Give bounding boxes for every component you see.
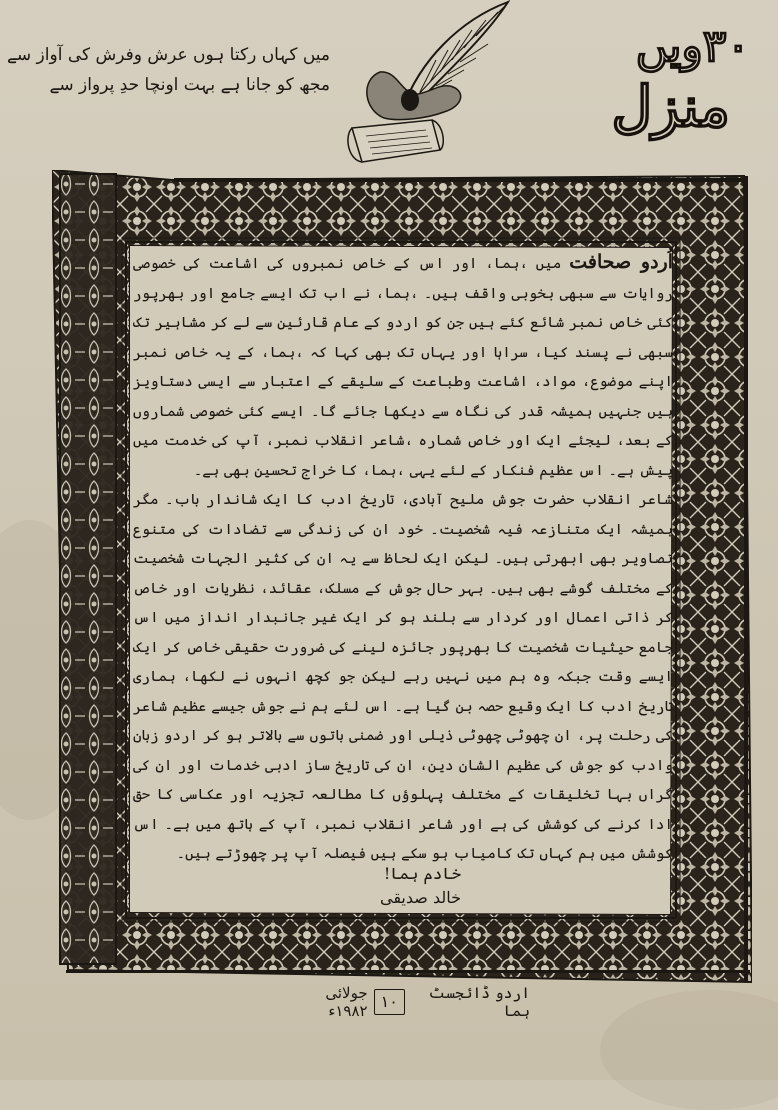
title-line-1: ۳۰ویں — [635, 21, 750, 72]
editorial-paragraph-1-text: میں ،ہما، اور اس کے خاص نمبروں کی اشاعت کی خصوصی روایات سے سبھی بخوبی واقف ہیں۔ ،ہما، نے اب تک ایسے جامع اور بھرپور کئی خاص نمبر شائع کئے ہیں جن کو اردو کے عام قارئین سے لے کر مشاہیر تک سبھی نے پسند کیا، سراہا اور یہاں تک بھی کہا کہ ،ہما، کے یہ خاص نمبر اپنے موضوع، مواد، اشاعت وطباعت کے سلیقے کے اعتبار سے ایسی دستاویز ہیں جنہیں ہمیشہ قدر کی نگاہ سے دیکھا جائے گا۔ ایسے کئی خصوصی شماروں کے بعد، لیجئے ایک اور خاص شمارہ ،شاعر انقلاب نمبر، آپ کی خدمت میں پیش ہے۔ اس عظیم فنکار کے لئے یہی ،ہما، کا خراج تحسین بھی ہے۔ — [133, 255, 673, 479]
signature-name: خالد صدیقی — [380, 888, 461, 907]
title-line-2: منزل — [611, 74, 730, 140]
footer-magazine-name: اردو ڈائجسٹ ہما — [428, 984, 530, 1020]
footer-issue-date: جولائی ۱۹۸۲ء — [325, 984, 368, 1020]
page-number: ۱۰ — [374, 989, 405, 1015]
opening-couplet — [6, 40, 330, 100]
couplet-line-2: مجھ کو جانا ہے بہت اونچا حدِ پرواز سے — [49, 75, 330, 95]
signature-salutation: خادم ہما! — [383, 864, 461, 883]
editorial-paragraph-1 — [133, 248, 673, 485]
paper-stain — [600, 990, 778, 1110]
couplet-line-1: میں کہاں رکتا ہوں عرش وفرش کی آواز سے — [6, 45, 330, 65]
editor-signature — [380, 862, 461, 910]
page-footer — [290, 984, 530, 1020]
editorial-lead-word: اُردو صحافت — [569, 251, 673, 273]
editorial-body — [133, 248, 673, 898]
editorial-paragraph-2: شاعر انقلاب حضرت جوش ملیح آبادی، تاریخ ادب کا ایک شاندار باب۔ مگر ہمیشہ ایک متنازعہ فیہ شخصیت۔ خود ان کی زندگی سے تضادات کی متنوع تصاویر بھی ابھرتی ہیں۔ لیکن ایک لحاظ سے یہ ان کی کثیر الجہات شخصیت کے مختلف گوشے بھی ہیں۔ بہر حال جوش کے مسلک، عقائد، نظریات اور خاص کر ذاتی اعمال اور کردار سے بلند ہو کر ایک غیر جانبدار انداز میں اس جامع حیثیات شخصیت کا بھرپور جائزہ لینے کی ضرورت حقیقی خاص کر ایک ایسے وقت جبکہ وہ ہم میں نہیں رہے لیکن جو کچھ انہوں نے لکھا، ہماری تاریخ ادب کا ایک وقیع حصہ بن گیا ہے۔ اس لئے ہم نے جوش جیسے عظیم شاعر کی رحلت پر، ان چھوٹی چھوٹی ذیلی اور ضمنی باتوں سے بالاتر ہو کر اردو زبان وادب کو جوش کی عظیم الشان دین، ان کی تاریخ ساز ادبی خدمات اور ان کی گراں بہا تخلیقات کے مختلف پہلوؤں کا مطالعہ تجزیہ اور عکاسی کا حق ادا کرنے کی کوشش کی ہے اور شاعر انقلاب نمبر، آپ کے ہاتھ میں ہے۔ اس کوشش میں ہم کہاں تک کامیاب ہو سکے ہیں فیصلہ آپ پر چھوڑتے ہیں۔ — [133, 491, 673, 862]
column-title — [500, 22, 750, 162]
quill-inkpot-illustration — [340, 0, 510, 175]
